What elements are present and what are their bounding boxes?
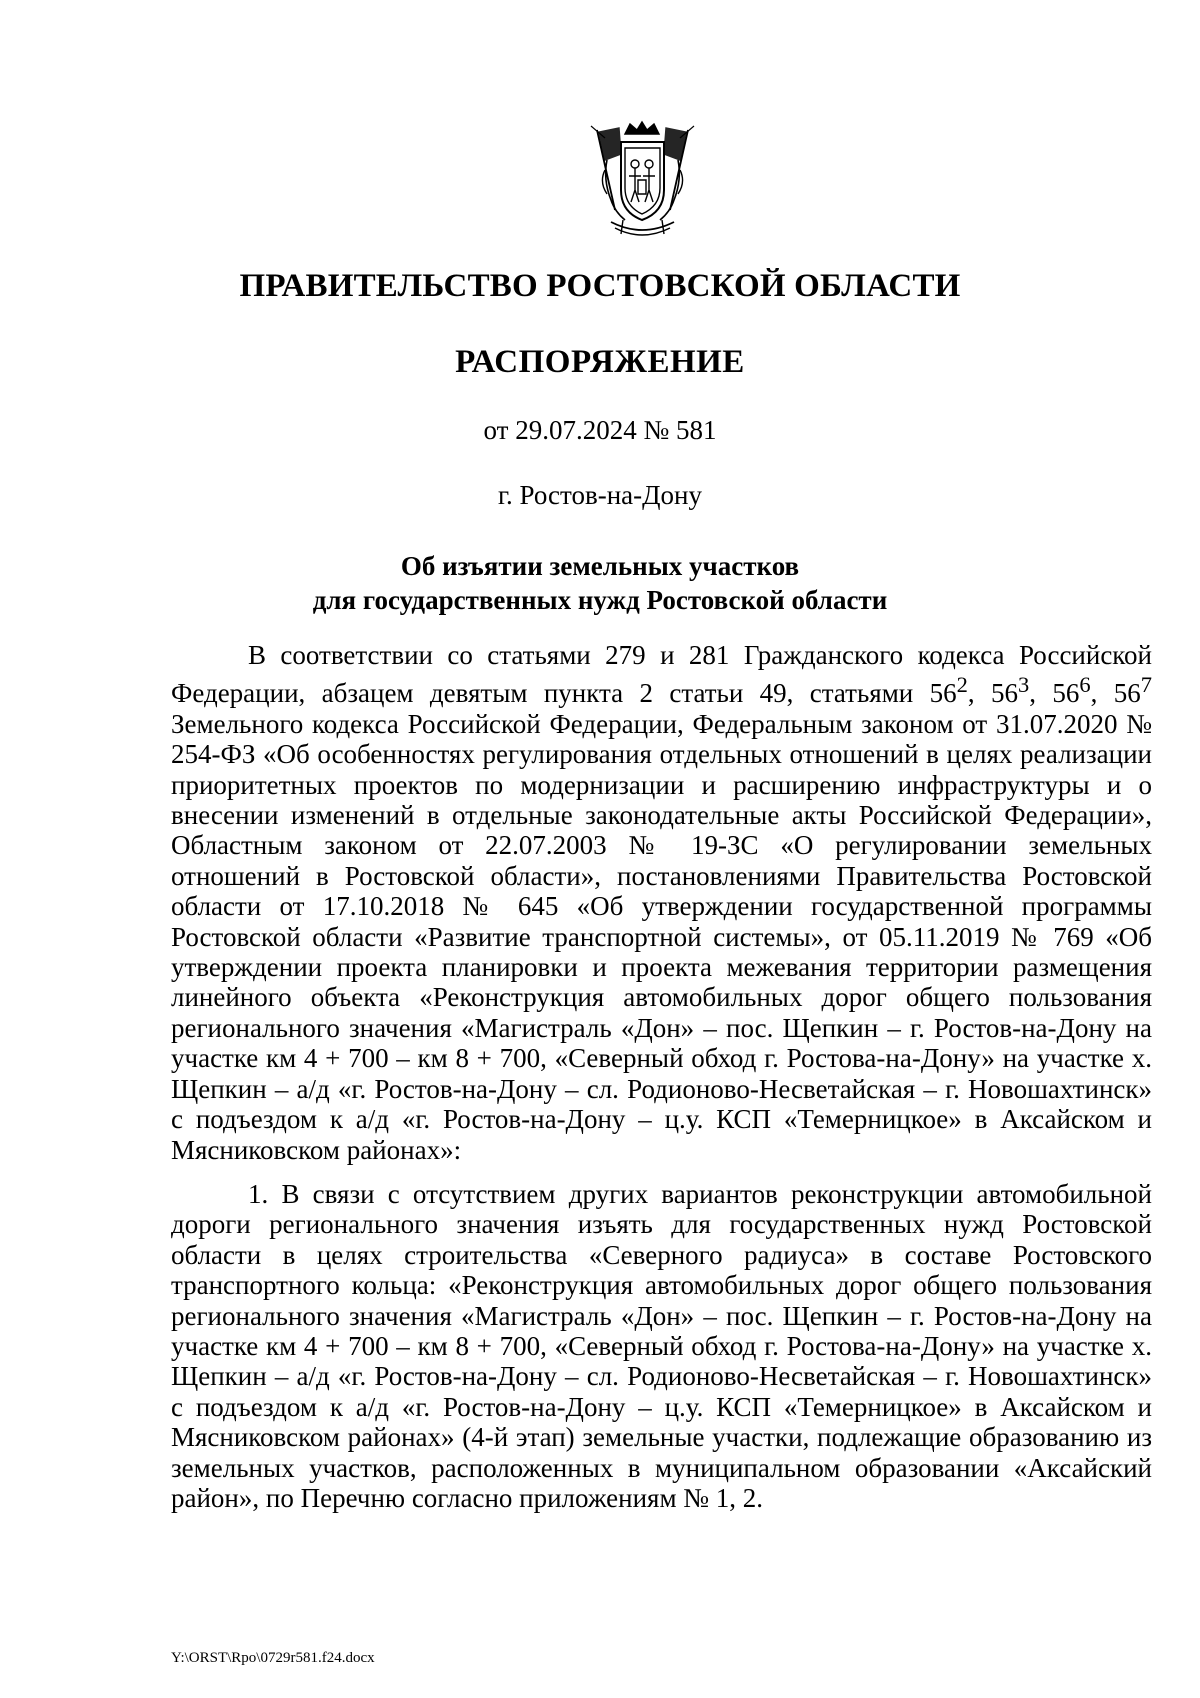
preamble-text-e: Земельного кодекса Российской Федерации, Федеральным законом от 31.07.2020 № 254-ФЗ «Об особенностях регулирования отдельных отношений в целях реализации приоритетных проектов по модернизации и расширению инфраструктуры и о внесении изменений в отдельные законодательные акты Российской Федерации», Областным законом от 22.07.2003 № 19-ЗС «О регулировании земельных отношений в Ростовской области», постановлениями Правительства Ростовской области от 17.10.2018 № 645 «Об утверждении государственной программы Ростовской области «Развитие транспортной системы», от 05.11.2019 № 769 «Об утверждении проекта планировки и проекта межевания территории размещения линейного объекта «Реконструкция автомобильных дорог общего пользования регионального значения «Магистраль «Дон» – пос. Щепкин – г. Ростов-на-Дону на участке км 4 + 700 – км 8 + 700, «Северный обход г. Ростова-на-Дону» на участке х. Щепкин – а/д «г. Ростов-на-Дону – сл. Родионово-Несветайская – г. Новошахтинск» с подъездом к а/д «г. Ростов-на-Дону – ц.у. КСП «Темерницкое» в Аксайском и Мясниковском районах»: xyxy=(171,708,1152,1165)
document-date-number: от 29.07.2024 № 581 xyxy=(483,415,717,445)
superscript: 7 xyxy=(1140,672,1152,698)
file-path-footer: Y:\ORST\Rpo\0729r581.f24.docx xyxy=(171,1650,375,1666)
coat-of-arms-icon xyxy=(585,120,700,245)
subject-line-2: для государственных нужд Ростовской области xyxy=(312,585,888,615)
preamble-paragraph xyxy=(171,640,1152,1165)
government-title: ПРАВИТЕЛЬСТВО РОСТОВСКОЙ ОБЛАСТИ xyxy=(239,268,961,304)
superscript: 6 xyxy=(1079,672,1091,698)
document-body xyxy=(171,640,1152,1513)
preamble-text-b: , 56 xyxy=(967,678,1018,709)
preamble-text-d: , 56 xyxy=(1090,678,1141,709)
preamble-text-c: , 56 xyxy=(1029,678,1080,709)
document-city: г. Ростов-на-Дону xyxy=(497,480,702,510)
clause-1-paragraph: 1. В связи с отсутствием других вариантов реконструкции автомобильной дороги регионального значения изъять для государственных нужд Ростовской области в целях строительства «Северного радиуса» в составе Ростовского транспортного кольца: «Реконструкция автомобильных дорог общего пользования регионального значения «Магистраль «Дон» – пос. Щепкин – г. Ростов-на-Дону на участке км 4 + 700 – км 8 + 700, «Северный обход г. Ростова-на-Дону» на участке х. Щепкин – а/д «г. Ростов-на-Дону – сл. Родионово-Несветайская – г. Новошахтинск» с подъездом к а/д «г. Ростов-на-Дону – ц.у. КСП «Темерницкое» в Аксайском и Мясниковском районах» (4-й этап) земельные участки, подлежащие образованию из земельных участков, расположенных в муниципальном образовании «Аксайский район», по Перечню согласно приложениям № 1, 2. xyxy=(171,1178,1152,1513)
document-subject xyxy=(0,549,1200,617)
preamble-text-a: В соответствии со статьями 279 и 281 Гражданского кодекса Российской Федерации, абзацем девятым пункта 2 статьи 49, статьями 56 xyxy=(171,640,1152,709)
superscript: 2 xyxy=(956,672,968,698)
subject-line-1: Об изъятии земельных участков xyxy=(400,551,800,581)
superscript: 3 xyxy=(1018,672,1030,698)
document-type: РАСПОРЯЖЕНИЕ xyxy=(455,344,745,380)
